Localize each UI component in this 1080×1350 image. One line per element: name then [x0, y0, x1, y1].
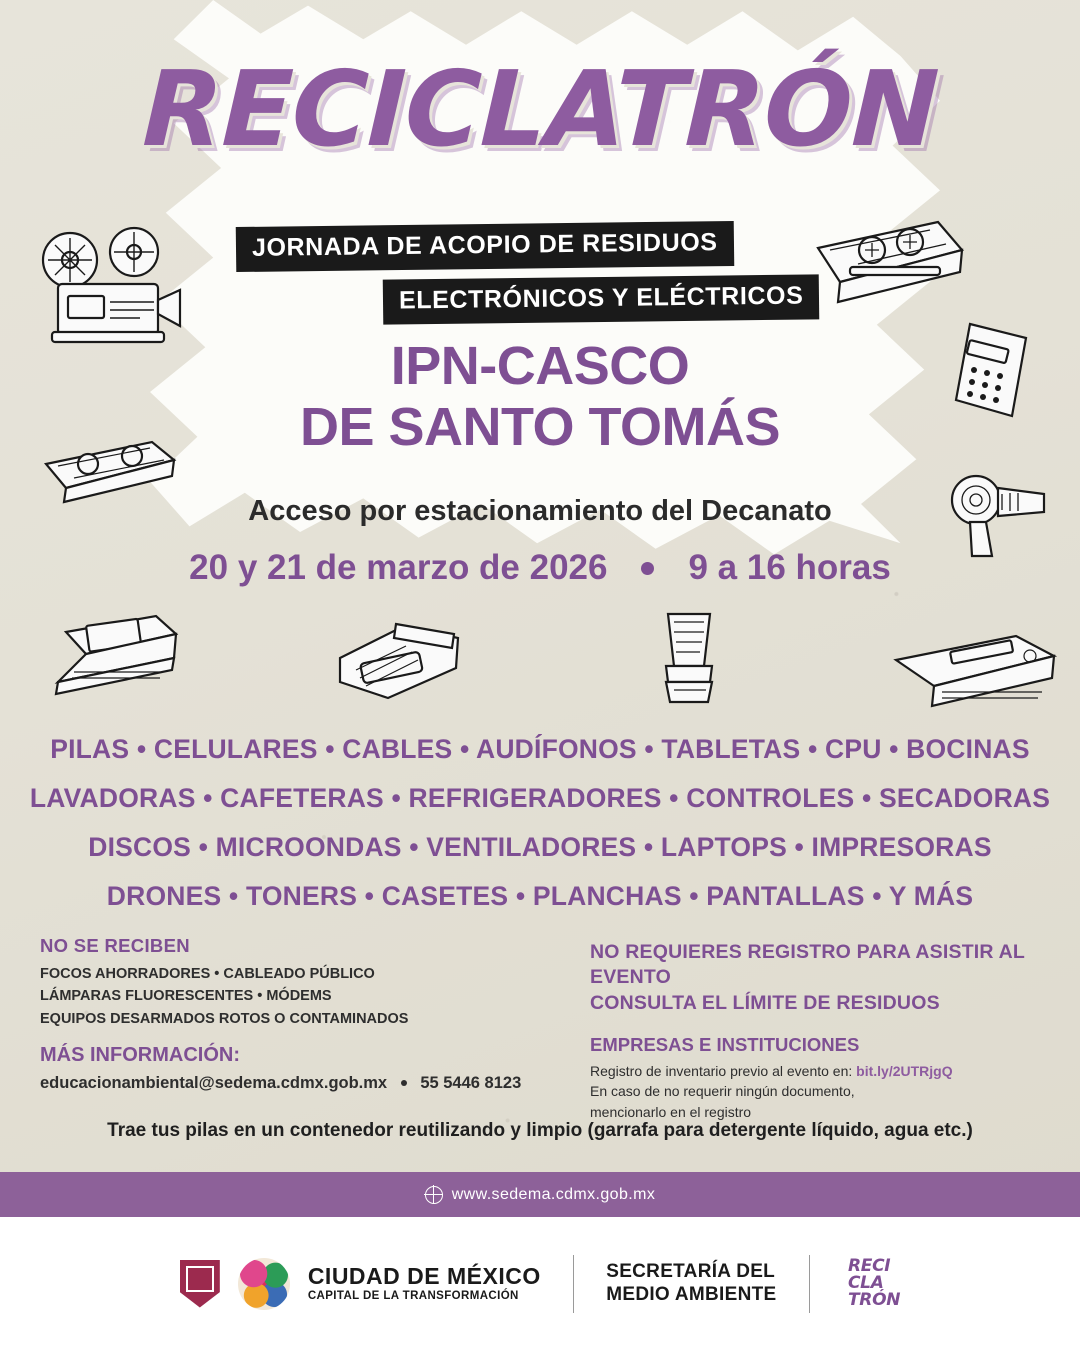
- typewriter-illustration: [330, 612, 470, 707]
- venue-access-note: Acceso por estacionamiento del Decanato: [248, 495, 832, 527]
- no-registration-notice: [590, 940, 1060, 1016]
- page-title: RECICLATRÓN: [140, 48, 940, 170]
- registration-link[interactable]: bit.ly/2UTRjgQ: [856, 1063, 953, 1080]
- reci-line-2: CLA: [848, 1273, 884, 1293]
- not-accepted-line: FOCOS AHORRADORES • CABLEADO PÚBLICO: [40, 966, 375, 982]
- poster-headline-wrap: [0, 48, 1080, 170]
- stereo-receiver-illustration: [890, 630, 1060, 715]
- accepted-items-row: LAVADORAS • CAFETERAS • REFRIGERADORES • CONTROLES • SECADORAS: [29, 783, 1051, 814]
- event-datetime: [0, 548, 1080, 588]
- companies-registration-text: [590, 1061, 1060, 1081]
- footer-logos: [0, 1217, 1080, 1350]
- not-accepted-line: EQUIPOS DESARMADOS ROTOS O CONTAMINADOS: [40, 1010, 409, 1027]
- companies-note-line-2: mencionarlo en el registro: [590, 1103, 752, 1120]
- accepted-items-list: [0, 725, 1080, 921]
- contact-phone: 55 5446 8123: [420, 1074, 522, 1093]
- cassette-player-illustration: [810, 210, 970, 325]
- website-url[interactable]: www.sedema.cdmx.gob.mx: [451, 1185, 656, 1203]
- cdmx-main-text: CIUDAD DE MÉXICO: [307, 1263, 541, 1290]
- registration-section: [590, 940, 1060, 1122]
- event-dates: 20 y 21 de marzo de 2026: [189, 548, 608, 587]
- not-accepted-items: [40, 963, 560, 1030]
- companies-title: EMPRESAS E INSTITUCIONES: [590, 1034, 860, 1056]
- not-accepted-section: [40, 935, 560, 1093]
- venue-line-1: IPN-CASCO: [390, 336, 690, 396]
- sedema-line-1: SECRETARÍA DEL: [606, 1260, 776, 1282]
- footer-divider: [809, 1255, 811, 1313]
- cdmx-sub-text: CAPITAL DE LA TRANSFORMACIÓN: [307, 1289, 519, 1302]
- dot-separator-icon: [401, 1080, 407, 1086]
- companies-note: [590, 1081, 1060, 1122]
- venue-line-2: DE SANTO TOMÁS: [299, 397, 781, 458]
- event-hours: 9 a 16 horas: [688, 548, 891, 587]
- globe-icon: [425, 1186, 443, 1204]
- subtitle-bar-line-2: ELECTRÓNICOS Y ELÉCTRICOS: [383, 274, 820, 324]
- subtitle-bar-line-1: JORNADA DE ACOPIO DE RESIDUOS: [236, 221, 734, 272]
- sedema-line-2: MEDIO AMBIENTE: [606, 1283, 777, 1305]
- not-accepted-line: LÁMPARAS FLUORESCENTES • MÓDEMS: [40, 988, 332, 1005]
- no-registration-line-1: NO REQUIERES REGISTRO PARA ASISTIR AL EVENTO: [590, 941, 1025, 989]
- cdmx-wordmark: [308, 1264, 541, 1303]
- accepted-items-row: DISCOS • MICROONDAS • VENTILADORES • LAPTOPS • IMPRESORAS: [88, 832, 992, 863]
- website-band: [0, 1172, 1080, 1217]
- contact-line: [40, 1074, 560, 1093]
- accepted-items-row: PILAS • CELULARES • CABLES • AUDÍFONOS • TABLETAS • CPU • BOCINAS: [50, 734, 1030, 764]
- companies-text-prefix: Registro de inventario previo al evento en:: [590, 1063, 857, 1080]
- desktop-computer-illustration: [52, 610, 187, 705]
- companies-note-line-1: En caso de no requerir ningún documento,: [590, 1083, 855, 1100]
- reci-line-1: RECI: [848, 1256, 891, 1276]
- contact-email[interactable]: educacionambiental@sedema.cdmx.gob.mx: [40, 1074, 388, 1093]
- accepted-items-row: DRONES • TONERS • CASETES • PLANCHAS • PANTALLAS • Y MÁS: [106, 881, 974, 912]
- blender-illustration: [640, 608, 735, 708]
- cdmx-shield-icon: [180, 1260, 220, 1308]
- cdmx-flower-icon: [238, 1258, 290, 1310]
- footer-divider: [573, 1255, 575, 1313]
- battery-container-note: Trae tus pilas en un contenedor reutilizando y limpio (garrafa para detergente líquido, agua etc.): [107, 1120, 973, 1141]
- not-accepted-title: NO SE RECIBEN: [40, 935, 190, 956]
- reciclatron-logo: [848, 1258, 900, 1309]
- venue-name: [0, 336, 1080, 458]
- reci-line-3: TRÓN: [848, 1290, 901, 1310]
- no-registration-line-2: CONSULTA EL LÍMITE DE RESIDUOS: [590, 991, 940, 1014]
- dot-separator-icon: [641, 562, 654, 575]
- more-info-title: MÁS INFORMACIÓN:: [40, 1044, 240, 1067]
- sedema-wordmark: [606, 1261, 776, 1307]
